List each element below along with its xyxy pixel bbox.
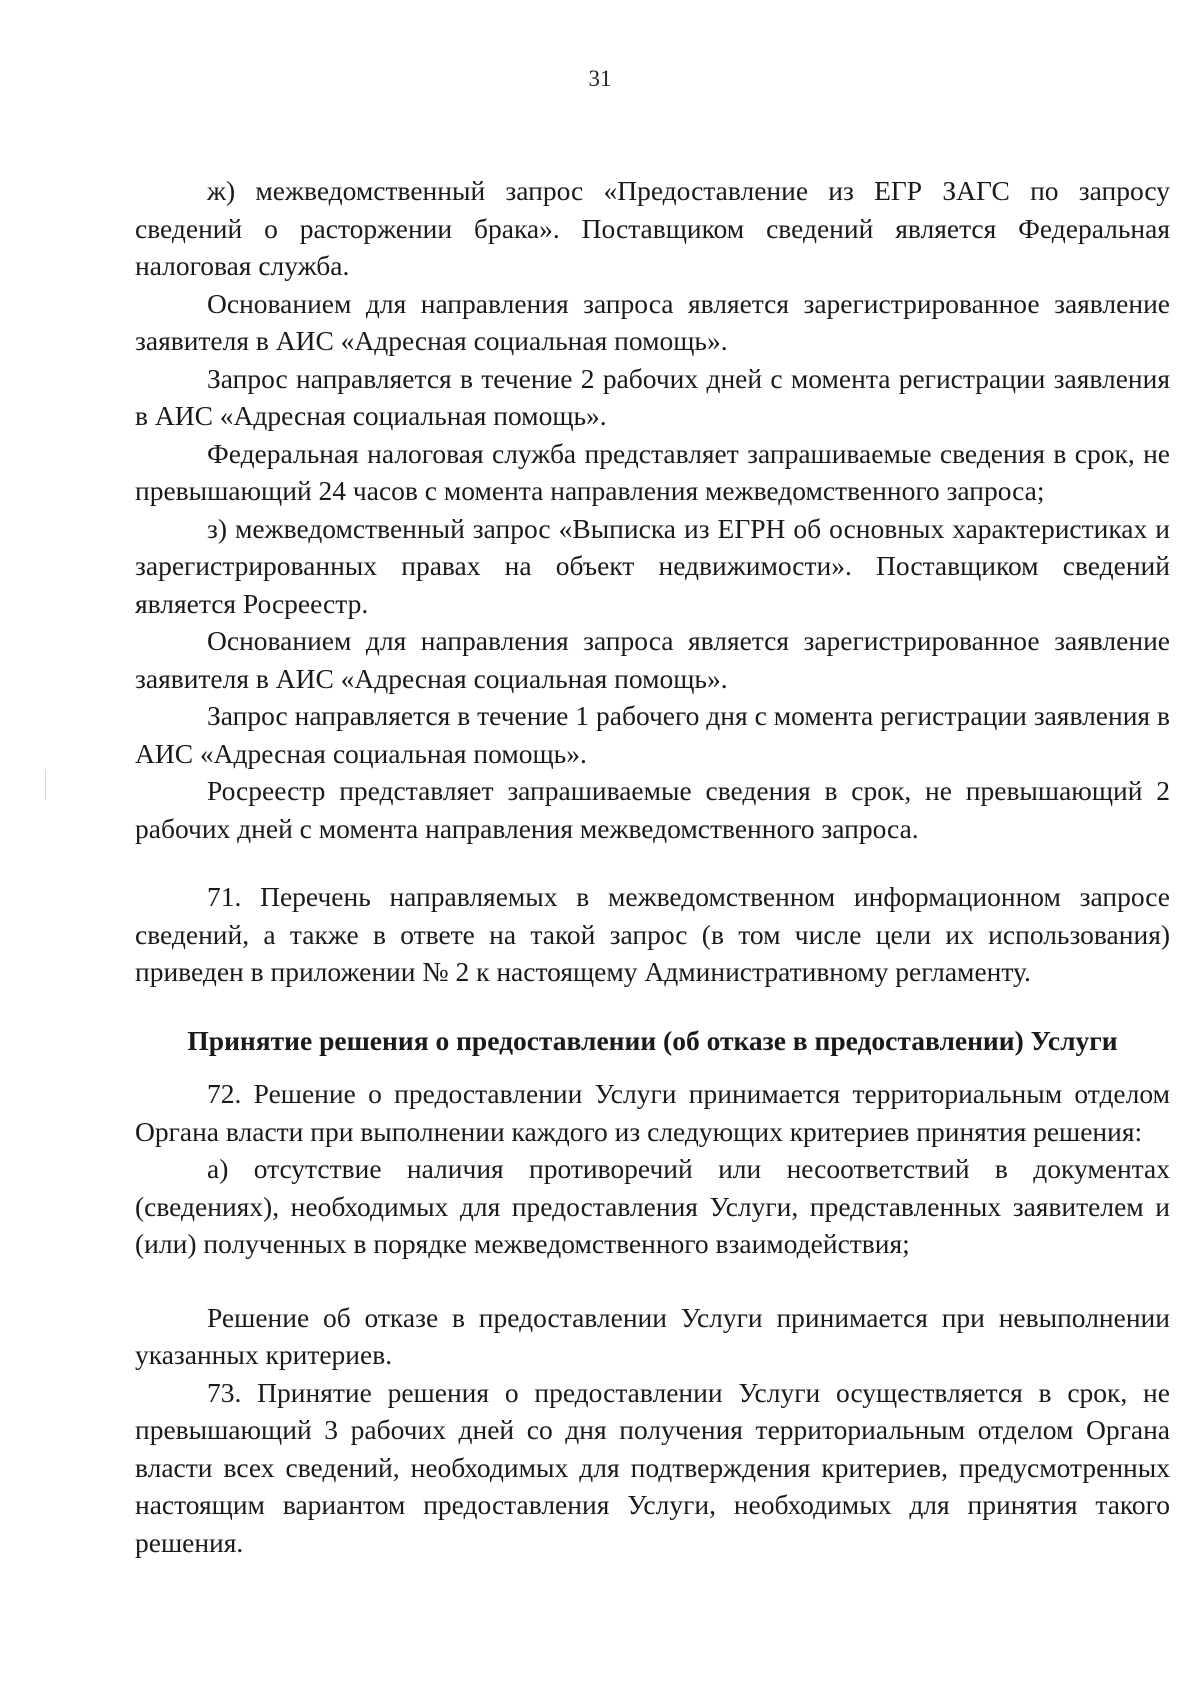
paragraph-item-73 <box>135 1374 1170 1562</box>
item-number-72: 72. <box>207 1078 242 1109</box>
item-text-71: Перечень направляемых в межведомственном информационном запросе сведений, а также в ответе на такой запрос (в том числе цели их использования) приведен в приложении № 2 к настоящему Административному регламенту. <box>135 881 1170 987</box>
item-number-71: 71. <box>207 881 242 912</box>
paragraph-item-72a: а) отсутствие наличия противоречий или несоответствий в документах (сведениях), необходимых для предоставления Услуги, представленных заявителем и (или) полученных в порядке межведомственного взаимодействия; <box>135 1153 1170 1259</box>
scan-artifact <box>45 770 46 800</box>
paragraph-basis-1: Основанием для направления запроса является зарегистрированное заявление заявителя в АИС «Адресная социальная помощь». <box>135 287 1170 356</box>
page-number: 31 <box>588 66 612 91</box>
section-heading: Принятие решения о предоставлении (об отказе в предоставлении) Услуги <box>187 1024 1118 1056</box>
paragraph-item-z: з) межведомственный запрос «Выписка из ЕГРН об основных характеристиках и зарегистрированных правах на объект недвижимости». Поставщиком сведений является Росреестр. <box>135 512 1170 619</box>
paragraph-request-timing-2: Запрос направляется в течение 1 рабочего дня с момента регистрации заявления в АИС «Адресная социальная помощь». <box>135 700 1170 769</box>
paragraph-refusal: Решение об отказе в предоставлении Услуги принимается при невыполнении указанных критериев. <box>135 1301 1170 1370</box>
paragraph-basis-2: Основанием для направления запроса является зарегистрированное заявление заявителя в АИС «Адресная социальная помощь». <box>135 625 1170 694</box>
paragraph-fns-deadline: Федеральная налоговая служба представляет запрашиваемые сведения в срок, не превышающий 24 часов с момента направления межведомственного запроса; <box>135 437 1170 506</box>
item-text-73: Принятие решения о предоставлении Услуги осуществляется в срок, не превышающий 3 рабочих дней со дня получения территориальным отделом Органа власти всех сведений, необходимых для подтверждения критериев, предусмотренных настоящим вариантом предоставления Услуги, необходимых для принятия такого решения. <box>135 1376 1170 1558</box>
paragraph-rosreestr-deadline: Росреестр представляет запрашиваемые сведения в срок, не превышающий 2 рабочих дней с момента направления межведомственного запроса. <box>135 775 1170 844</box>
item-number-73: 73. <box>207 1376 242 1408</box>
item-text-72: Решение о предоставлении Услуги принимается территориальным отделом Органа власти при выполнении каждого из следующих критериев принятия решения: <box>135 1078 1170 1147</box>
document-body <box>135 172 1170 1561</box>
paragraph-item-zh: ж) межведомственный запрос «Предоставление из ЕГР ЗАГС по запросу сведений о расторжении брака». Поставщиком сведений является Федеральная налоговая служба. <box>135 175 1170 281</box>
paragraph-request-timing-1: Запрос направляется в течение 2 рабочих дней с момента регистрации заявления в АИС «Адресная социальная помощь». <box>135 362 1170 431</box>
paragraph-item-72 <box>135 1075 1170 1150</box>
paragraph-item-71 <box>135 878 1170 991</box>
